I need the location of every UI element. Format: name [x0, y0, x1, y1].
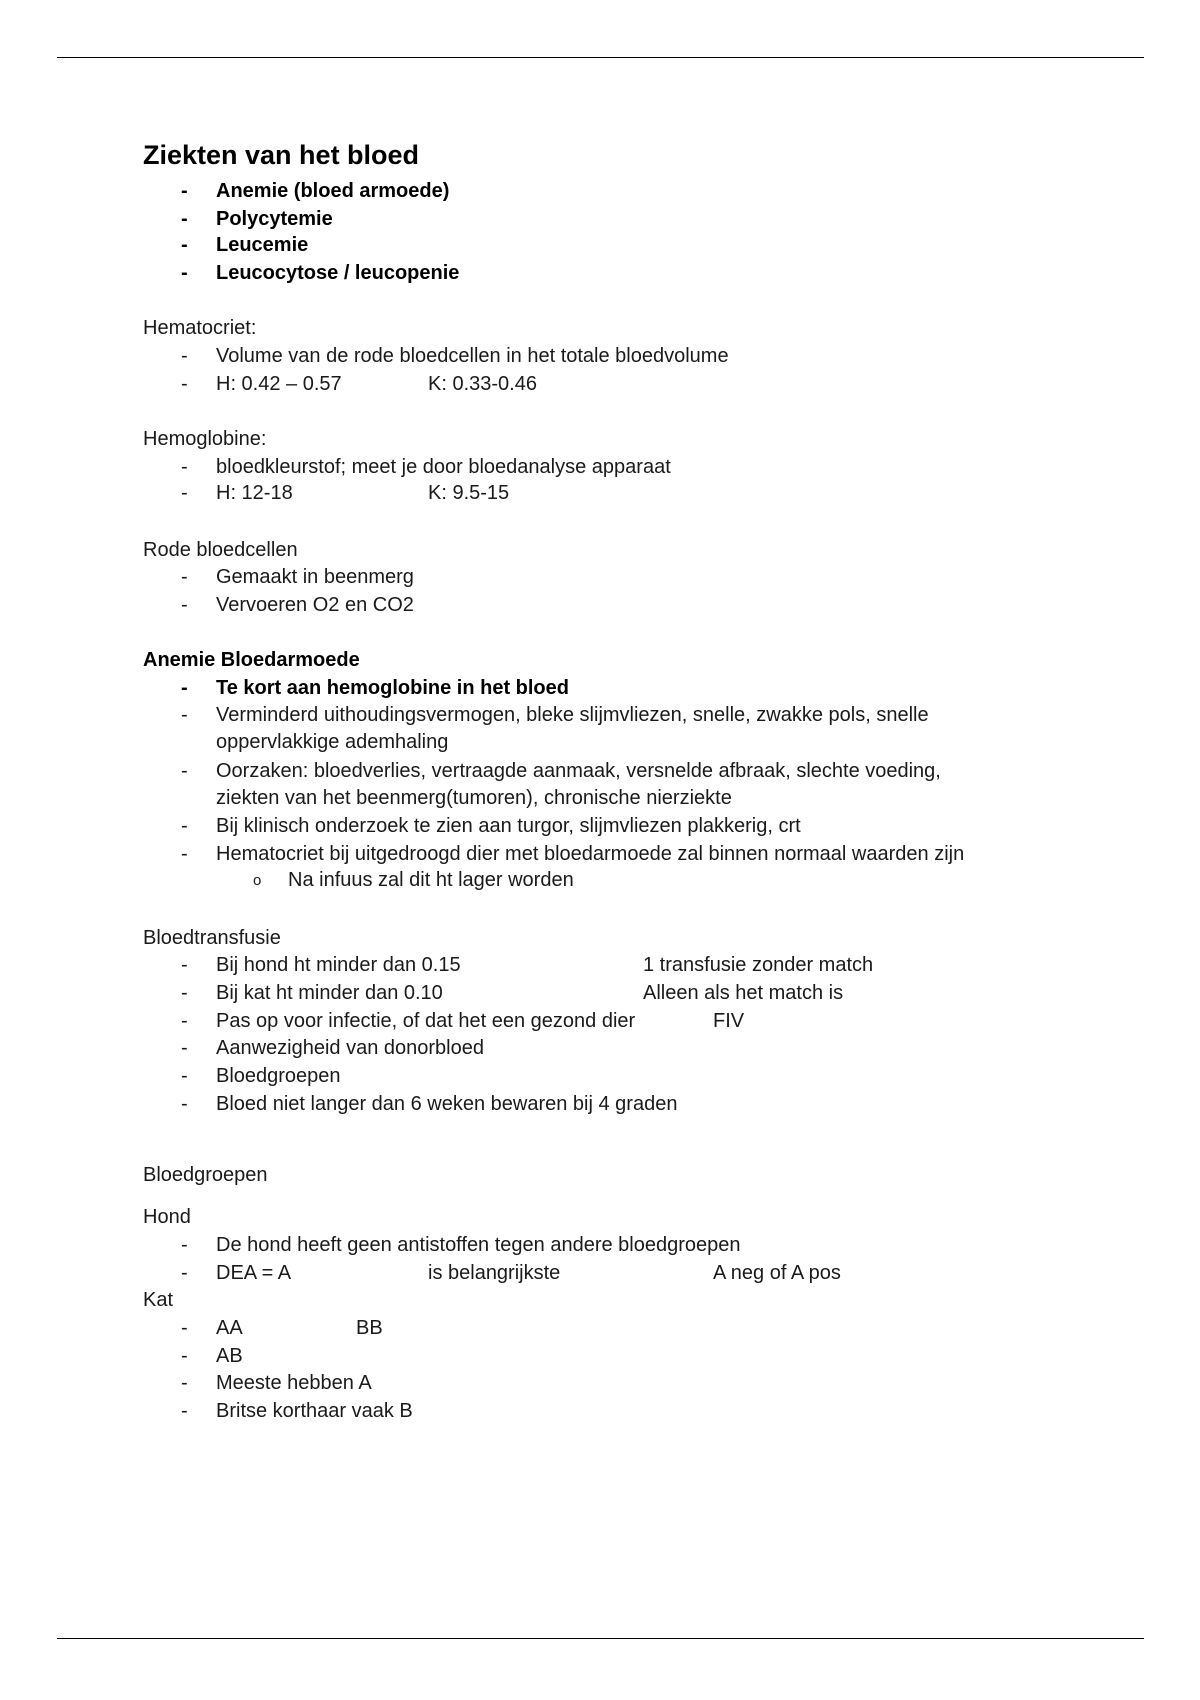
list-item: Te kort aan hemoglobine in het bloed [216, 677, 569, 699]
list-item-note: Alleen als het match is [643, 982, 844, 1004]
list-item-note: BB [356, 1317, 383, 1339]
page-title: Ziekten van het bloed [143, 140, 420, 170]
bullet-dash: - [181, 1037, 188, 1059]
bullet-dash: - [181, 1262, 188, 1284]
sub-list-item: Na infuus zal dit ht lager worden [288, 869, 574, 891]
list-item: Aanwezigheid van donorbloed [216, 1037, 484, 1059]
list-item: AA [216, 1317, 243, 1339]
bullet-dash: - [181, 760, 188, 782]
list-item: Pas op voor infectie, of dat het een gezond dier [216, 1010, 636, 1032]
list-item-note: is belangrijkste [428, 1262, 561, 1284]
bullet-dash: - [181, 566, 188, 588]
list-item: Hematocriet bij uitgedroogd dier met bloedarmoede zal binnen normaal waarden zijn [216, 843, 965, 865]
section-heading-bloedgroepen: Bloedgroepen [143, 1164, 268, 1186]
list-item: Bij kat ht minder dan 0.10 [216, 982, 443, 1004]
bullet-dash: - [181, 345, 188, 367]
bullet-dash: - [181, 1234, 188, 1256]
bullet-dash: - [181, 180, 188, 202]
bullet-dash: - [181, 1345, 188, 1367]
bottom-rule [57, 1638, 1144, 1639]
list-item: Bloed niet langer dan 6 weken bewaren bij 4 graden [216, 1093, 678, 1115]
section-heading-anemie: Anemie Bloedarmoede [143, 649, 360, 671]
list-item-continuation: ziekten van het beenmerg(tumoren), chronische nierziekte [216, 787, 732, 809]
list-item: Leucocytose / leucopenie [216, 262, 460, 284]
list-item: De hond heeft geen antistoffen tegen andere bloedgroepen [216, 1234, 741, 1256]
bullet-dash: - [181, 1372, 188, 1394]
bullet-dash: - [181, 1010, 188, 1032]
bullet-dash: - [181, 1400, 188, 1422]
list-item: Anemie (bloed armoede) [216, 180, 450, 202]
list-item: DEA = A [216, 1262, 292, 1284]
sub-bullet-marker: o [253, 872, 262, 889]
list-item-continuation: oppervlakkige ademhaling [216, 731, 449, 753]
bullet-dash: - [181, 843, 188, 865]
bullet-dash: - [181, 1317, 188, 1339]
bullet-dash: - [181, 677, 188, 699]
list-item: Polycytemie [216, 208, 333, 230]
list-item: Meeste hebben A [216, 1372, 372, 1394]
section-heading-rode-bloedcellen: Rode bloedcellen [143, 539, 298, 561]
list-item: Verminderd uithoudingsvermogen, bleke slijmvliezen, snelle, zwakke pols, snelle [216, 704, 929, 726]
section-heading-hematocriet: Hematocriet: [143, 317, 257, 339]
top-rule [57, 57, 1144, 58]
subheading-hond: Hond [143, 1206, 191, 1228]
list-item: Bij hond ht minder dan 0.15 [216, 954, 461, 976]
bullet-dash: - [181, 1065, 188, 1087]
list-item-note: FIV [713, 1010, 745, 1032]
list-item: Britse korthaar vaak B [216, 1400, 413, 1422]
hemoglobine-k-value: K: 9.5-15 [428, 482, 510, 504]
bullet-dash: - [181, 373, 188, 395]
list-item-note: 1 transfusie zonder match [643, 954, 874, 976]
bullet-dash: - [181, 982, 188, 1004]
bullet-dash: - [181, 234, 188, 256]
subheading-kat: Kat [143, 1289, 174, 1311]
section-heading-hemoglobine: Hemoglobine: [143, 428, 267, 450]
list-item: Bloedgroepen [216, 1065, 341, 1087]
bullet-dash: - [181, 208, 188, 230]
hemoglobine-h-value: H: 12-18 [216, 482, 293, 504]
bullet-dash: - [181, 704, 188, 726]
list-item: Oorzaken: bloedverlies, vertraagde aanmaak, versnelde afbraak, slechte voeding, [216, 760, 941, 782]
list-item: Gemaakt in beenmerg [216, 566, 414, 588]
list-item-note: A neg of A pos [713, 1262, 841, 1284]
list-item: bloedkleurstof; meet je door bloedanalyse apparaat [216, 456, 671, 478]
bullet-dash: - [181, 262, 188, 284]
bullet-dash: - [181, 1093, 188, 1115]
bullet-dash: - [181, 594, 188, 616]
hematocriet-h-value: H: 0.42 – 0.57 [216, 373, 342, 395]
list-item: AB [216, 1345, 243, 1367]
bullet-dash: - [181, 482, 188, 504]
bullet-dash: - [181, 954, 188, 976]
bullet-dash: - [181, 815, 188, 837]
list-item: Vervoeren O2 en CO2 [216, 594, 414, 616]
bullet-dash: - [181, 456, 188, 478]
list-item: Leucemie [216, 234, 309, 256]
list-item: Volume van de rode bloedcellen in het totale bloedvolume [216, 345, 729, 367]
section-heading-bloedtransfusie: Bloedtransfusie [143, 927, 281, 949]
list-item: Bij klinisch onderzoek te zien aan turgor, slijmvliezen plakkerig, crt [216, 815, 801, 837]
hematocriet-k-value: K: 0.33-0.46 [428, 373, 537, 395]
